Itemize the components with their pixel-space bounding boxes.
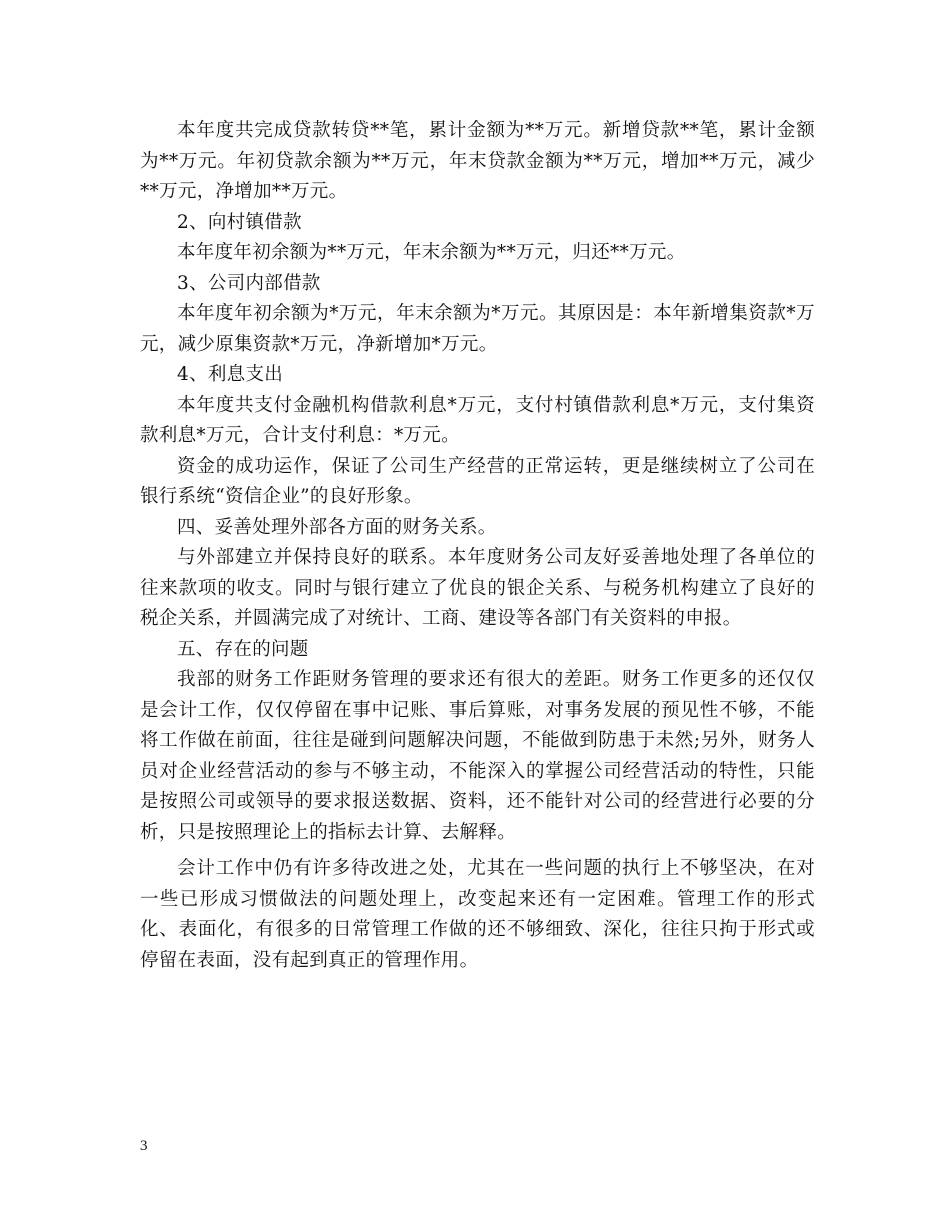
- paragraph-village-loan: 本年度年初余额为**万元，年末余额为**万元，归还**万元。: [177, 242, 686, 263]
- paragraph-problems-accounting: 会计工作中仍有许多待改进之处，尤其在一些问题的执行上不够坚决，在对一些已形成习惯做法的问题处理上，改变起来还有一定困难。管理工作的形式化、表面化，有很多的日常管理工作做的还不够细致、深化，往往只拘于形式或停留在表面，没有起到真正的管理作用。: [140, 858, 815, 971]
- paragraph-fund-operation: 资金的成功运作，保证了公司生产经营的正常运转，更是继续树立了公司在银行系统“资信企业”的良好形象。: [140, 455, 815, 507]
- paragraph-external-relations: 与外部建立并保持良好的联系。本年度财务公司友好妥善地处理了各单位的往来款项的收支。同时与银行建立了优良的银企关系、与税务机构建立了良好的税企关系，并圆满完成了对统计、工商、建设等各部门有关资料的申报。: [140, 547, 815, 629]
- paragraph-problems-finance: 我部的财务工作距财务管理的要求还有很大的差距。财务工作更多的还仅仅是会计工作，仅仅停留在事中记账、事后算账，对事务发展的预见性不够，不能将工作做在前面，往往是碰到问题解决问题，不能做到防患于未然;另外，财务人员对企业经营活动的参与不够主动，不能深入的掌握公司经营活动的特性，只能是按照公司或领导的要求报送数据、资料，还不能针对公司的经营进行必要的分析，只是按照理论上的指标去计算、去解释。: [140, 669, 815, 843]
- heading-internal-loan: 3、公司内部借款: [177, 272, 321, 294]
- heading-interest-expense: 4、利息支出: [177, 364, 284, 385]
- paragraph-loan-transfer: 本年度共完成贷款转贷**笔，累计金额为**万元。新增贷款**笔，累计金额为**万元。年初贷款余额为**万元，年末贷款金额为**万元，增加**万元，减少**万元，净增加**万元。: [140, 120, 815, 202]
- page-number: 3: [140, 1138, 148, 1154]
- paragraph-internal-loan: 本年度年初余额为*万元，年末余额为*万元。其原因是：本年新增集资款*万元，减少原集资款*万元，净新增加*万元。: [140, 303, 815, 355]
- heading-external-relations: 四、妥善处理外部各方面的财务关系。: [177, 516, 497, 538]
- paragraph-interest-expense: 本年度共支付金融机构借款利息*万元，支付村镇借款利息*万元，支付集资款利息*万元，合计支付利息：*万元。: [140, 394, 815, 446]
- heading-village-loan: 2、向村镇借款: [177, 211, 302, 233]
- heading-existing-problems: 五、存在的问题: [177, 638, 309, 660]
- document-page: [140, 116, 815, 976]
